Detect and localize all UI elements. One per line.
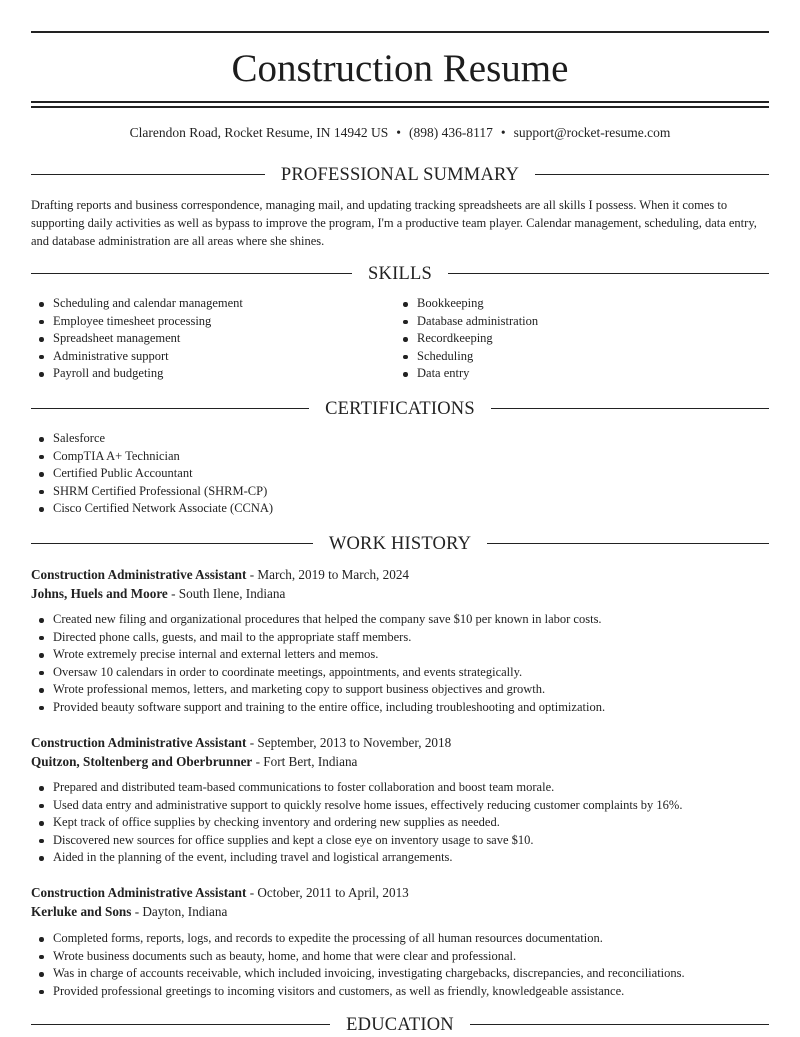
job-bullet: Used data entry and administrative support to quickly resolve home issues, effectively reducing customer complaints by 16%. [31,797,769,815]
certification-item: CompTIA A+ Technician [31,448,731,466]
job-bullet: Provided beauty software support and training to the entire office, including troubleshooting and optimization. [31,699,769,717]
job-bullet: Prepared and distributed team-based communications to foster collaboration and boost team morale. [31,779,769,797]
job-company-line [31,753,769,771]
skill-item: Bookkeeping [395,295,755,313]
section-heading-certifications [31,397,769,421]
job-title-line [31,566,769,584]
contact-email[interactable]: support@rocket-resume.com [513,125,671,140]
job-bullet: Kept track of office supplies by checking inventory and ordering new supplies as needed. [31,814,769,832]
job-dates: - October, 2011 to April, 2013 [246,885,409,900]
contact-separator: • [500,125,506,140]
job-bullet: Completed forms, reports, logs, and records to expedite the processing of all human resources documentation. [31,930,769,948]
job-location: - Fort Bert, Indiana [252,754,358,769]
job-title-line [31,734,769,752]
job-location: - South Ilene, Indiana [167,586,286,601]
resume-title: Construction Resume [231,47,569,90]
contact-phone: (898) 436-8117 [409,125,493,140]
skills-list-right [395,295,755,383]
job-bullet: Aided in the planning of the event, including travel and logistical arrangements. [31,849,769,867]
job-dates: - March, 2019 to March, 2024 [246,567,410,582]
title-rule-upper [31,101,769,103]
section-title: CERTIFICATIONS [309,399,491,419]
certification-item: Certified Public Accountant [31,465,731,483]
job-title-line [31,884,769,902]
skill-item: Recordkeeping [395,330,755,348]
job-bullet: Wrote extremely precise internal and external letters and memos. [31,646,769,664]
job-location: - Dayton, Indiana [131,904,228,919]
job-bullet: Was in charge of accounts receivable, which included invoicing, investigating chargebacks, discrepancies, and reconciliations. [31,965,769,983]
job-bullet: Discovered new sources for office supplies and kept a close eye on inventory usage to save $10. [31,832,769,850]
skill-item: Database administration [395,313,755,331]
section-title: WORK HISTORY [313,534,487,554]
title-rule-lower [31,106,769,108]
job-bullet: Provided professional greetings to incoming visitors and customers, as well as friendly, knowledgeable assistance. [31,983,769,1001]
job-title: Construction Administrative Assistant [31,735,247,750]
job-bullets [31,779,769,867]
contact-separator: • [396,125,402,140]
certifications-list [31,430,731,518]
job-bullet: Oversaw 10 calendars in order to coordinate meetings, appointments, and events strategically. [31,664,769,682]
skills-list-left [31,295,391,383]
skill-item: Spreadsheet management [31,330,391,348]
certification-item: Cisco Certified Network Associate (CCNA) [31,500,731,518]
certification-item: Salesforce [31,430,731,448]
certification-item: SHRM Certified Professional (SHRM-CP) [31,483,731,501]
section-title: PROFESSIONAL SUMMARY [265,165,535,185]
job-bullet: Directed phone calls, guests, and mail to the appropriate staff members. [31,629,769,647]
job-bullet: Wrote professional memos, letters, and marketing copy to support business objectives and growth. [31,681,769,699]
job-bullets [31,611,769,717]
contact-address: Clarendon Road, Rocket Resume, IN 14942 US [129,125,389,140]
job-bullet: Wrote business documents such as beauty, home, and home that were clear and professional. [31,948,769,966]
section-heading-skills [31,262,769,286]
skill-item: Data entry [395,365,755,383]
job-company: Kerluke and Sons [31,904,132,919]
skill-item: Scheduling [395,348,755,366]
top-rule [31,31,769,33]
job-title: Construction Administrative Assistant [31,885,247,900]
skill-item: Employee timesheet processing [31,313,391,331]
job-title: Construction Administrative Assistant [31,567,247,582]
skill-item: Administrative support [31,348,391,366]
job-company: Quitzon, Stoltenberg and Oberbrunner [31,754,253,769]
summary-text: Drafting reports and business correspondence, managing mail, and updating tracking spreadsheets are all skills I possess. When it comes to supporting daily activities as well as bypass to improve the program, I'm a productive team player. Calendar management, scheduling, data entry, and database administration are all areas where she shines. [31,198,757,248]
job-company: Johns, Huels and Moore [31,586,168,601]
section-title: EDUCATION [330,1015,470,1035]
job-dates: - September, 2013 to November, 2018 [246,735,452,750]
skill-item: Scheduling and calendar management [31,295,391,313]
section-heading-work-history [31,532,769,556]
job-company-line [31,903,769,921]
section-heading-education [31,1013,769,1037]
job-bullet: Created new filing and organizational procedures that helped the company save $10 per known in labor costs. [31,611,769,629]
contact-line [31,124,769,142]
skill-item: Payroll and budgeting [31,365,391,383]
section-heading-summary [31,163,769,187]
job-company-line [31,585,769,603]
job-bullets [31,930,769,1000]
section-title: SKILLS [352,264,448,284]
